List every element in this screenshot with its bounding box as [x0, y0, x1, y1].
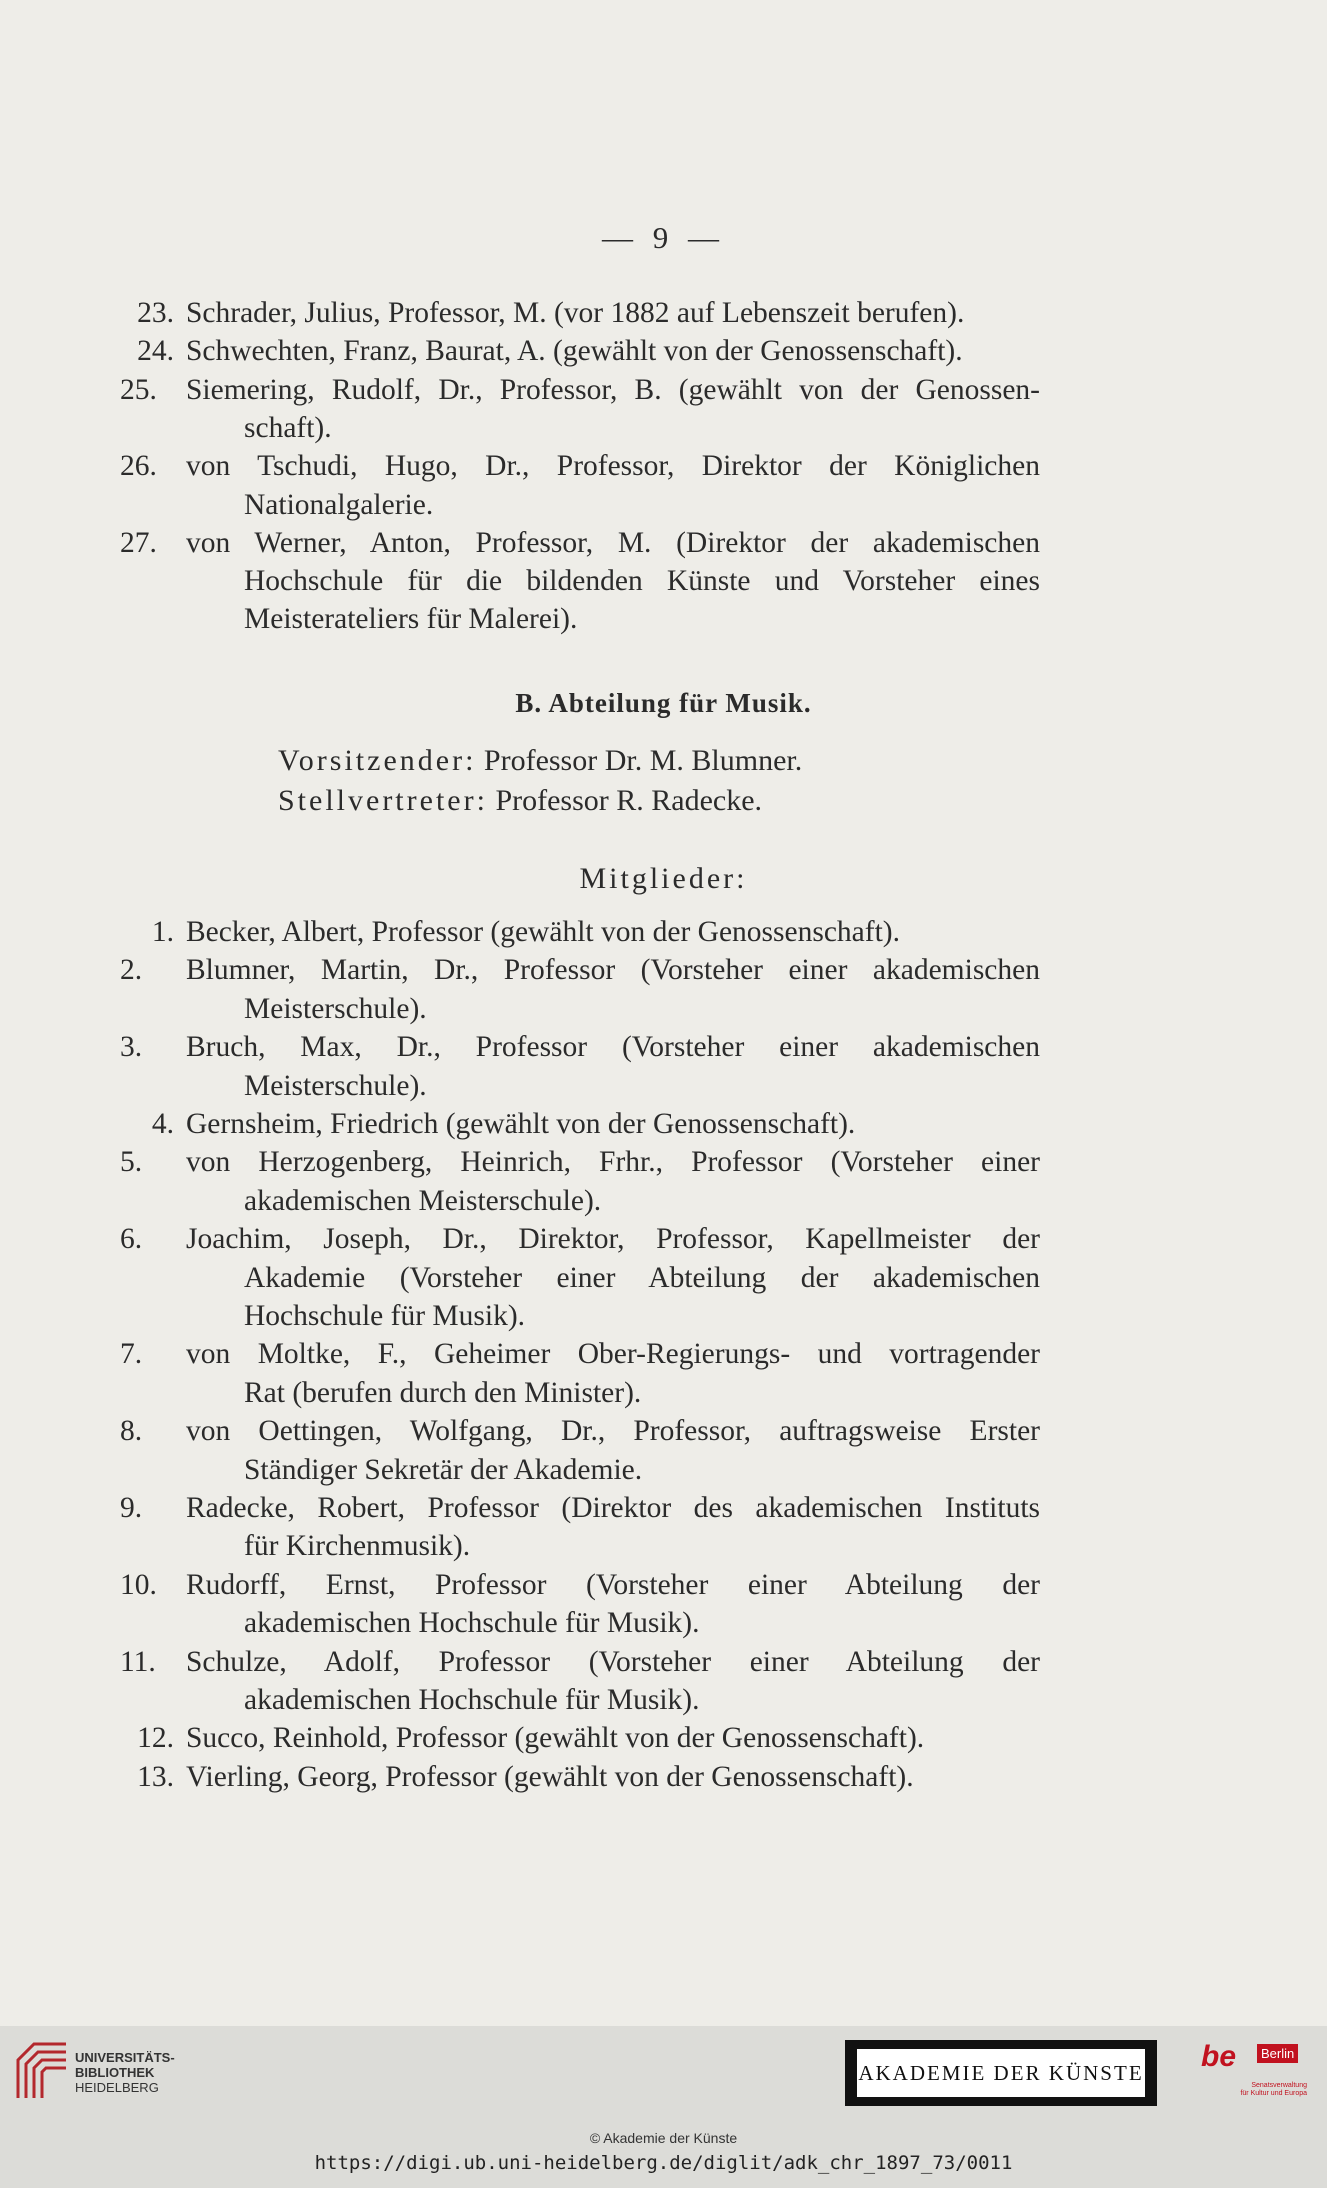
library-name: [75, 2050, 175, 2095]
member-entry-number: 4.: [151, 1108, 174, 1140]
member-entry-line: [120, 951, 1040, 989]
officer-role: Stellvertreter:: [278, 784, 488, 817]
intro-entry-line: Hochschule für die bildenden Künste und Vorsteher eines: [244, 565, 1040, 598]
member-entry-line: [120, 1758, 1040, 1796]
member-entry-text: Bruch, Max, Dr., Professor (Vorsteher einer akademischen: [186, 1031, 1040, 1064]
intro-entry-number: 27.: [120, 526, 157, 559]
member-entry-text: Succo, Reinhold, Professor (gewählt von der Genossenschaft).: [186, 1722, 925, 1755]
member-entry-line: [120, 1143, 1040, 1181]
member-entry-number: 5.: [120, 1146, 143, 1179]
member-entry-line: Rat (berufen durch den Minister).: [244, 1376, 642, 1409]
member-entry-number: 7.: [120, 1338, 143, 1371]
intro-entry-line: [120, 524, 1040, 562]
berlin-logo-subtitle: [1229, 2082, 1307, 2098]
intro-entry-line: schaft).: [244, 411, 332, 444]
intro-entry-text: von Werner, Anton, Professor, M. (Direktor der akademischen: [186, 526, 1040, 559]
permalink-url[interactable]: https://digi.ub.uni-heidelberg.de/diglit/adk_chr_1897_73/0011: [314, 2152, 1013, 2174]
officer-chair: [278, 744, 802, 778]
intro-entry-text: Schrader, Julius, Professor, M. (vor 1882 auf Lebenszeit berufen).: [186, 297, 965, 329]
member-entry-number: 2.: [120, 954, 143, 987]
intro-entry-text: Siemering, Rudolf, Dr., Professor, B. (gewählt von der Genossen-: [186, 373, 1040, 406]
member-entry-line: [120, 1335, 1040, 1373]
berlin-subtitle-line: Senatsverwaltung: [1251, 2082, 1307, 2089]
member-entry-line: [120, 913, 1040, 951]
member-entry-line: [120, 1719, 1040, 1757]
member-entry-text: von Herzogenberg, Heinrich, Frhr., Professor (Vorsteher einer: [186, 1146, 1040, 1179]
berlin-logo: [1195, 2038, 1307, 2110]
page-number: — 9 —: [602, 220, 725, 255]
footer-bar: [0, 2026, 1327, 2188]
members-heading: Mitglieder:: [579, 862, 748, 895]
intro-entry-line: Meisterateliers für Malerei).: [244, 603, 578, 636]
member-entry-line: [120, 1489, 1040, 1527]
member-entry-line: [120, 1566, 1040, 1604]
member-entry-text: von Oettingen, Wolfgang, Dr., Professor, auftragsweise Erster: [186, 1415, 1040, 1448]
adk-logo: [845, 2040, 1157, 2106]
intro-entry-number: 23.: [137, 297, 174, 329]
intro-entry-line: Nationalgalerie.: [244, 488, 434, 521]
member-entry-line: akademischen Hochschule für Musik).: [244, 1684, 700, 1716]
section-heading: B. Abteilung für Musik.: [515, 688, 812, 718]
university-library-logo-icon: [12, 2038, 72, 2104]
intro-entry-text: von Tschudi, Hugo, Dr., Professor, Direktor der Königlichen: [186, 450, 1040, 483]
member-entry-line: [120, 1105, 1040, 1143]
intro-entry-line: [120, 294, 1040, 332]
berlin-logo-tag: Berlin: [1257, 2044, 1298, 2063]
member-entry-line: Hochschule für Musik).: [244, 1300, 526, 1332]
adk-label: AKADEMIE DER KÜNSTE: [857, 2049, 1145, 2097]
member-entry-line: Akademie (Vorsteher einer Abteilung der akademischen: [244, 1261, 1040, 1294]
berlin-subtitle-line: für Kultur und Europa: [1240, 2090, 1307, 2097]
member-entry-number: 11.: [120, 1645, 156, 1678]
member-entry-number: 9.: [120, 1492, 143, 1524]
member-entry-number: 13.: [137, 1760, 174, 1793]
member-entry-line: akademischen Hochschule für Musik).: [244, 1607, 700, 1640]
member-entry-line: [120, 1028, 1040, 1066]
officer-name: Professor R. Radecke.: [495, 784, 763, 817]
member-entry-number: 6.: [120, 1223, 143, 1256]
copyright-notice: © Akademie der Künste: [589, 2130, 738, 2146]
officer-role: Vorsitzender:: [278, 744, 477, 777]
member-entry-text: Blumner, Martin, Dr., Professor (Vorsteher einer akademischen: [186, 954, 1040, 987]
library-name-line: BIBLIOTHEK: [75, 2065, 155, 2080]
member-entry-number: 8.: [120, 1415, 143, 1448]
member-entry-line: Ständiger Sekretär der Akademie.: [244, 1453, 643, 1486]
officer-name: Professor Dr. M. Blumner.: [483, 744, 803, 777]
member-entry-text: Becker, Albert, Professor (gewählt von der Genossenschaft).: [186, 916, 900, 948]
member-entry-text: Schulze, Adolf, Professor (Vorsteher einer Abteilung der: [186, 1645, 1040, 1678]
member-entry-number: 12.: [137, 1722, 174, 1755]
member-entry-text: von Moltke, F., Geheimer Ober-Regierungs- und vortragender: [186, 1338, 1040, 1371]
intro-entry-number: 24.: [137, 335, 174, 368]
member-entry-line: Meisterschule).: [244, 1069, 427, 1102]
member-entry-line: [120, 1643, 1040, 1681]
member-entry-text: Joachim, Joseph, Dr., Direktor, Professor, Kapellmeister der: [186, 1223, 1040, 1256]
intro-entry-text: Schwechten, Franz, Baurat, A. (gewählt von der Genossenschaft).: [186, 335, 963, 368]
member-entry-line: Meisterschule).: [244, 992, 427, 1025]
intro-entry-number: 26.: [120, 450, 157, 483]
intro-entry-line: [120, 447, 1040, 485]
member-entry-text: Radecke, Robert, Professor (Direktor des akademischen Instituts: [186, 1492, 1040, 1524]
library-name-line: UNIVERSITÄTS-: [75, 2050, 175, 2065]
member-entry-line: [120, 1220, 1040, 1258]
member-entry-text: Gernsheim, Friedrich (gewählt von der Genossenschaft).: [186, 1108, 856, 1140]
library-name-line: HEIDELBERG: [75, 2080, 159, 2095]
member-entry-number: 3.: [120, 1031, 143, 1064]
member-entry-line: akademischen Meisterschule).: [244, 1184, 602, 1217]
member-entry-number: 10.: [120, 1568, 157, 1601]
berlin-logo-be: be: [1201, 2040, 1237, 2073]
officer-deputy: [278, 784, 762, 818]
member-entry-text: Rudorff, Ernst, Professor (Vorsteher einer Abteilung der: [186, 1568, 1040, 1601]
intro-entry-number: 25.: [120, 373, 157, 406]
member-entry-line: [120, 1412, 1040, 1450]
member-entry-line: für Kirchenmusik).: [244, 1530, 471, 1563]
intro-entry-line: [120, 371, 1040, 409]
member-entry-text: Vierling, Georg, Professor (gewählt von der Genossenschaft).: [186, 1760, 914, 1793]
intro-entry-line: [120, 332, 1040, 370]
member-entry-number: 1.: [151, 916, 174, 948]
